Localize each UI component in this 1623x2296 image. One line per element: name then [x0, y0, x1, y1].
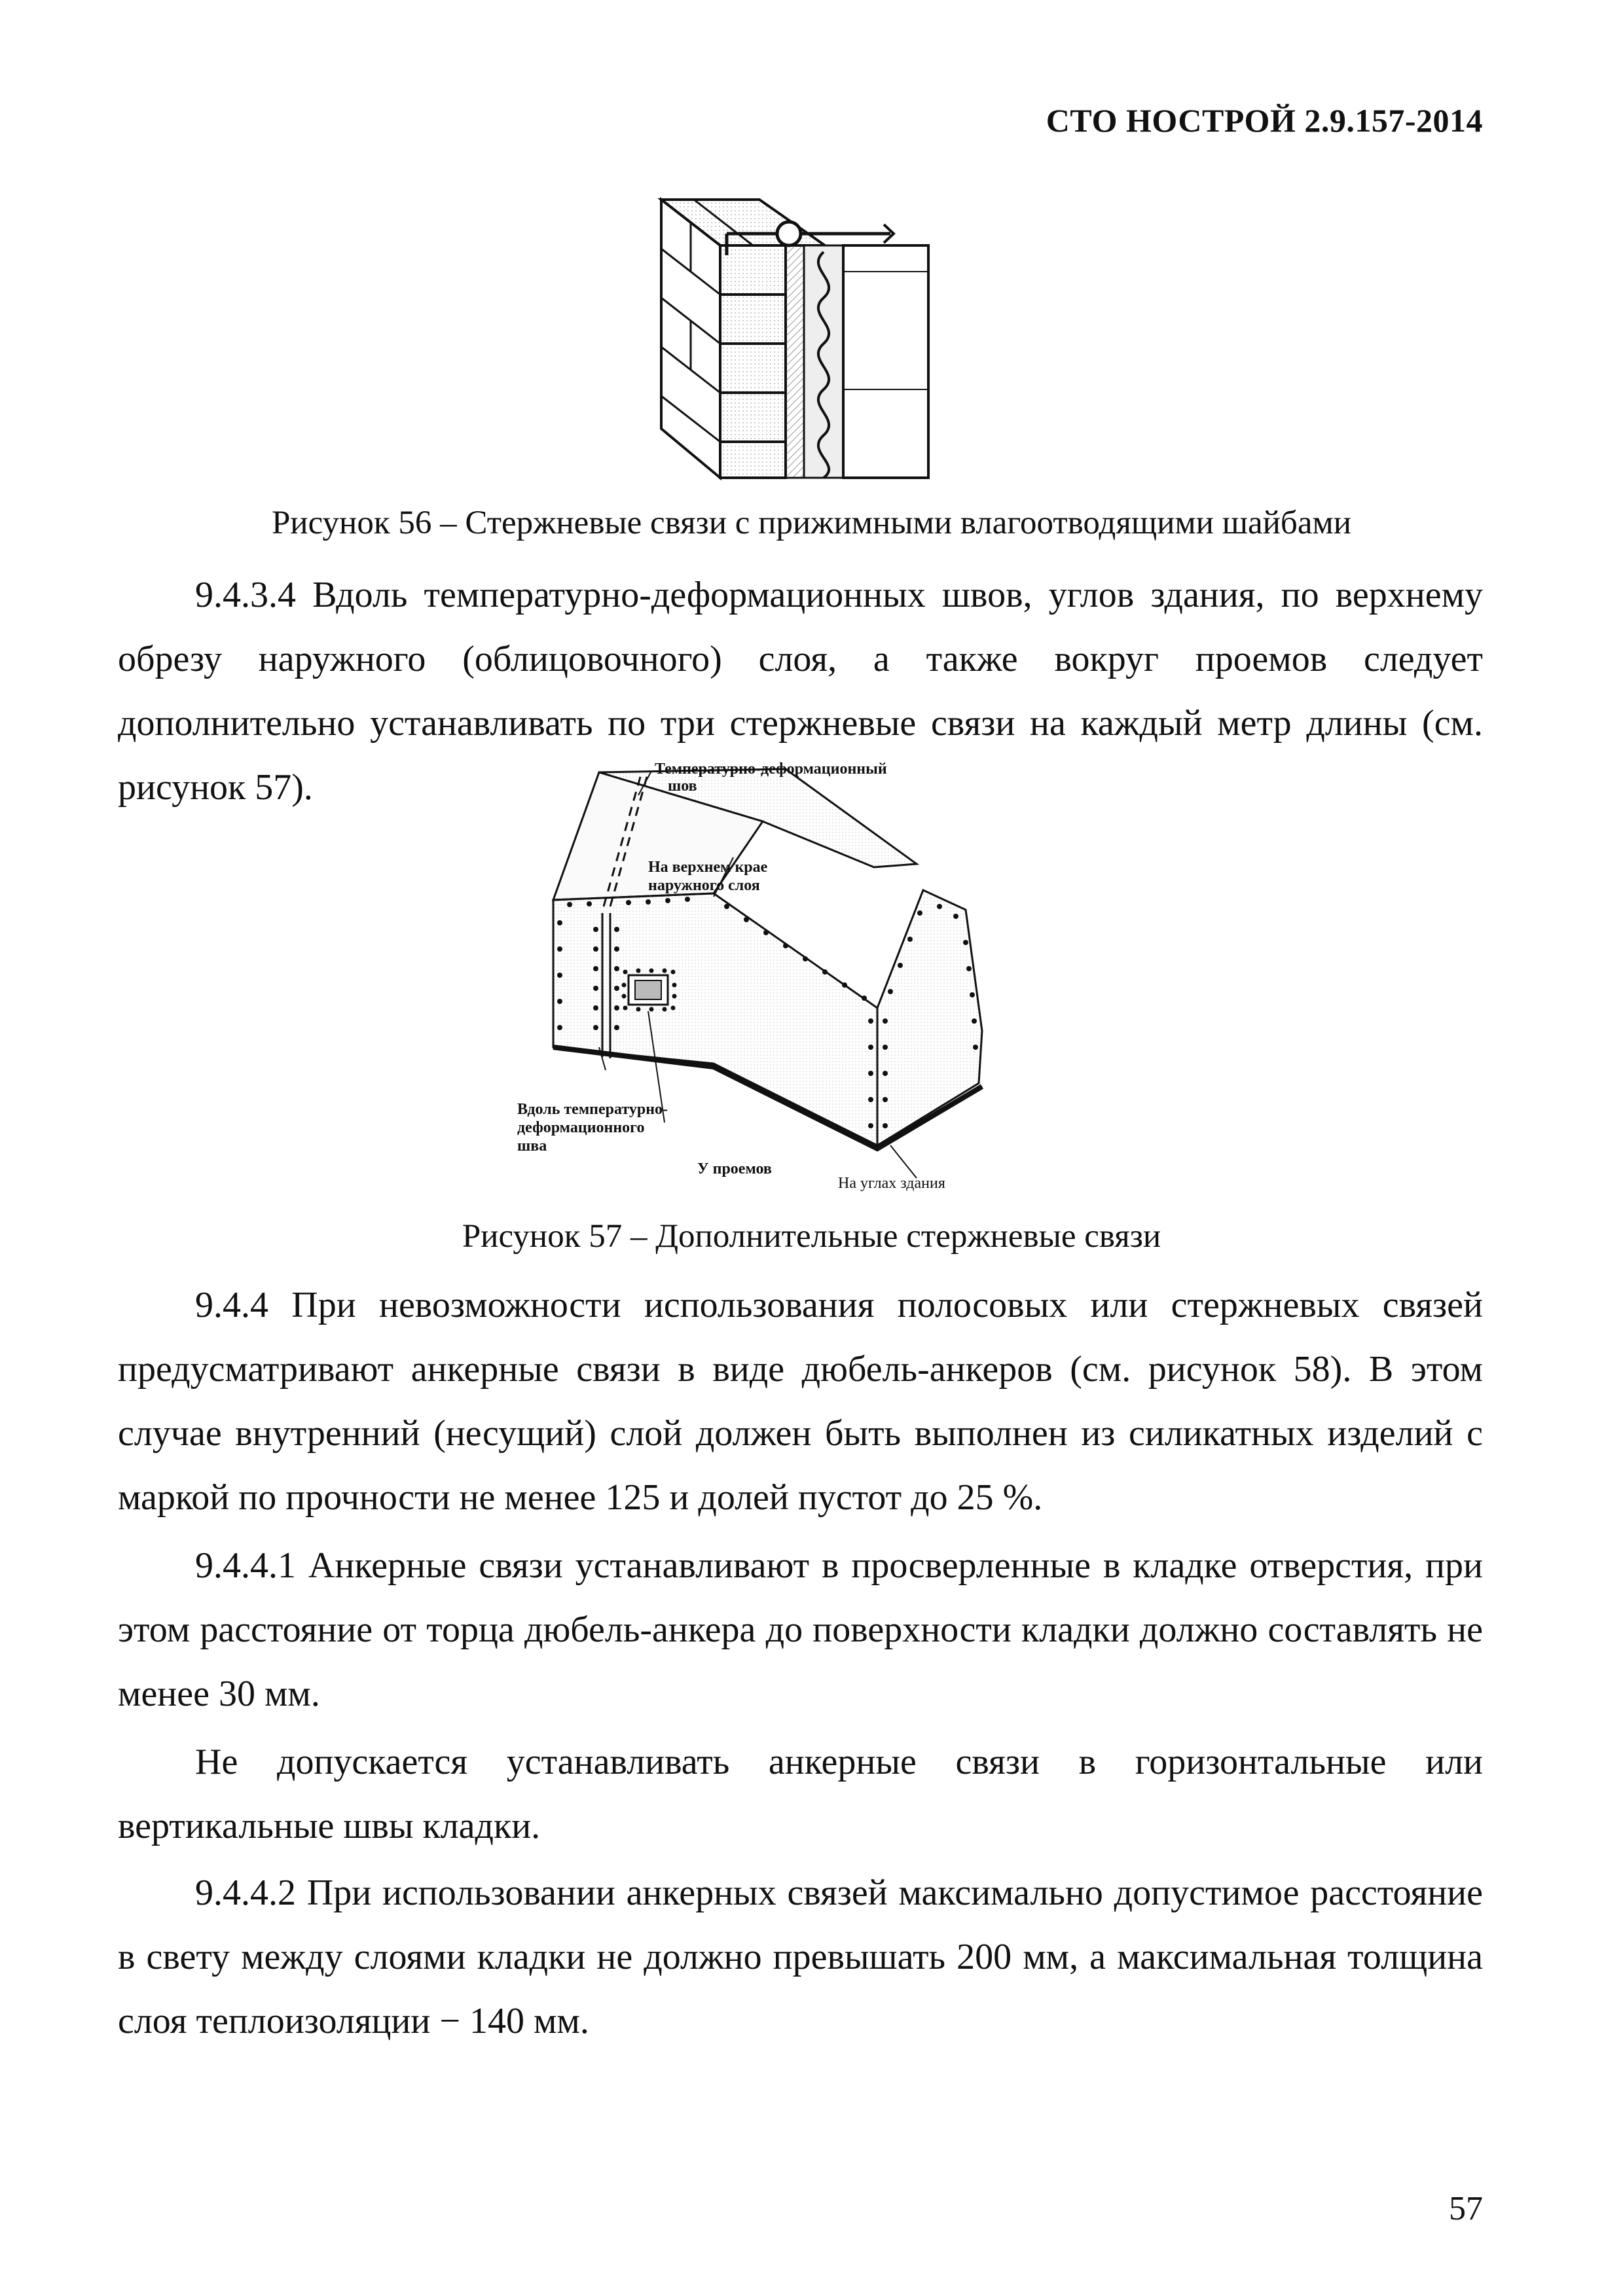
- paragraph-9-4-3-4: 9.4.3.4 Вдоль температурно-деформационных швов, углов здания, по верхнему обрезу наружного (облицовочного) слоя, а также вокруг проемов следует дополнительно устанавливать по три стержневые связи на каждый метр длины (см. рисунок 57).: [118, 575, 1483, 808]
- label-along-joint-2: деформационного: [517, 1119, 645, 1136]
- document-code: СТО НОСТРОЙ 2.9.157-2014: [1046, 102, 1483, 139]
- label-top-edge: На верхнем крае: [648, 859, 768, 876]
- paragraph-9-4-4-2: 9.4.4.2 При использовании анкерных связей максимально допустимое расстояние в свету между слоями кладки не должно превышать 200 мм, а максимальная толщина слоя теплоизоляции − 140 мм.: [118, 1873, 1483, 2041]
- label-expansion-joint: Температурно-деформационный: [655, 761, 887, 778]
- label-along-joint: Вдоль температурно-: [517, 1101, 668, 1118]
- figure-56-caption: Рисунок 56 – Стержневые связи с прижимными влагоотводящими шайбами: [271, 505, 1352, 541]
- figure-56-drawing: [655, 193, 943, 481]
- label-along-joint-3: шва: [517, 1138, 547, 1155]
- label-openings: У проемов: [697, 1160, 772, 1177]
- label-corners: На углах здания: [838, 1175, 945, 1192]
- paragraph-9-4-4-1: 9.4.4.1 Анкерные связи устанавливают в просверленные в кладке отверстия, при этом расстояние от торца дюбель-анкера до поверхности кладки должно составлять не менее 30 мм.: [118, 1545, 1483, 1714]
- paragraph-9-4-4: 9.4.4 При невозможности использования полосовых или стержневых связей предусматривают анкерные связи в виде дюбель-анкеров (см. рисунок 58). В этом случае внутренний (несущий) слой должен быть выполнен из силикатных изделий с маркой по прочности не менее 125 и долей пустот до 25 %.: [118, 1285, 1483, 1518]
- page-number: 57: [1449, 2190, 1483, 2227]
- label-top-edge-2: наружного слоя: [648, 877, 760, 894]
- figure-57-caption: Рисунок 57 – Дополнительные стержневые связи: [462, 1218, 1161, 1255]
- gable-wall: [877, 890, 982, 1145]
- label-expansion-joint-2: шов: [668, 778, 697, 795]
- paragraph-anchor-restriction: Не допускается устанавливать анкерные связи в горизонтальные или вертикальные швы кладки.: [118, 1742, 1483, 1846]
- figure-57-drawing: [498, 759, 1021, 1198]
